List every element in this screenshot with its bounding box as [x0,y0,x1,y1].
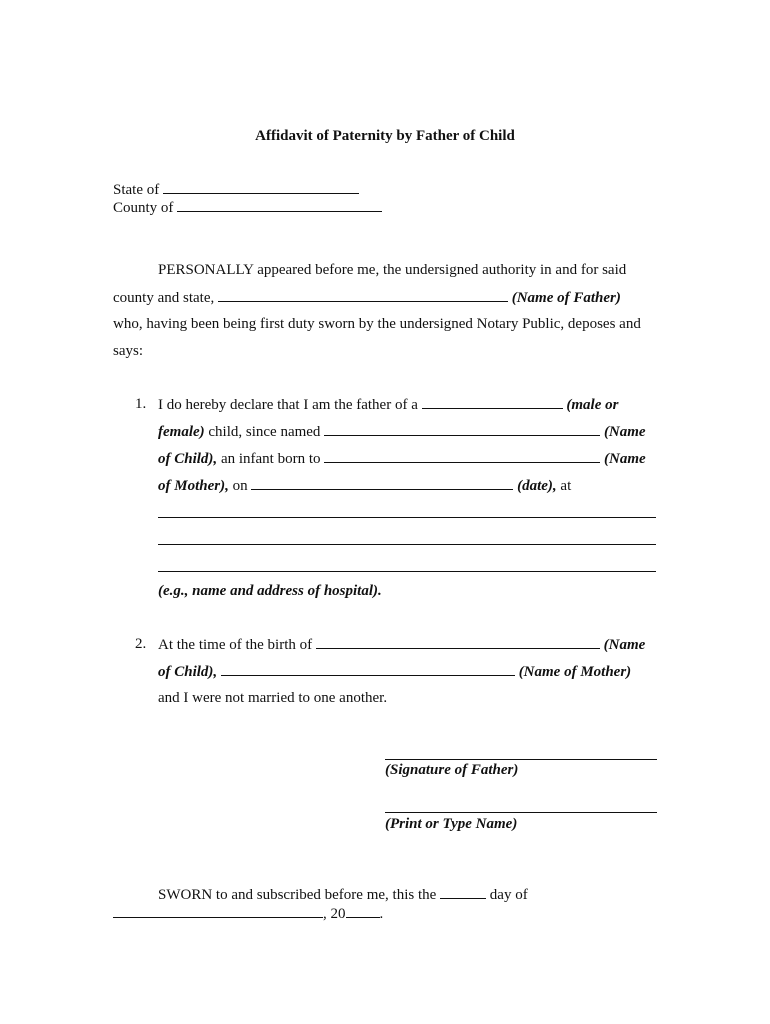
sworn-day-label: day of [489,887,528,903]
birth-date-blank[interactable] [251,476,513,490]
item2-bold-2: of Child), [158,664,218,680]
sworn-year-suffix: . [379,906,384,922]
item1-line-4 [158,476,571,495]
sworn-year-blank[interactable] [346,904,380,918]
sworn-month-blank[interactable] [113,904,323,918]
father-name-label: (Name of Father) [511,290,621,306]
hospital-line-3[interactable] [158,571,656,572]
sworn-text: SWORN to and subscribed before me, this the [158,887,437,903]
intro-line-4: says: [113,343,143,359]
sworn-line [158,885,528,904]
item2-line-1 [158,635,645,654]
sworn-day-blank[interactable] [440,885,486,899]
item2-mother-name-blank[interactable] [221,662,515,676]
child-name-label: (Name [603,424,646,440]
item1-line-2 [158,422,646,441]
item1-bold-2: female) [158,424,205,440]
sworn-year-prefix: , 20 [323,906,346,922]
item1-end-4: at [560,478,572,494]
county-label: County of [113,200,174,216]
mother-name-blank[interactable] [324,449,600,463]
item1-text-2: child, since named [208,424,321,440]
county-blank[interactable] [177,198,382,212]
county-line [113,198,382,217]
item2-child-name-blank[interactable] [316,635,600,649]
child-name-blank[interactable] [324,422,600,436]
item1-bold-4: of Mother), [158,478,229,494]
item1-bold-3: of Child), [158,451,218,467]
print-name-label: (Print or Type Name) [385,816,518,832]
item2-line-2 [158,662,631,681]
state-line [113,180,359,199]
birth-date-label: (date), [517,478,557,494]
document-title: Affidavit of Paternity by Father of Child [255,128,515,144]
item1-number: 1. [135,396,147,412]
sworn-date-line [113,904,383,923]
state-blank[interactable] [163,180,359,194]
item2-number: 2. [135,636,147,652]
mother-name-label: (Name [604,451,646,467]
intro-line-2-prefix: county and state, [113,290,215,306]
item1-line-1 [158,395,618,414]
father-name-blank[interactable] [218,288,508,302]
gender-blank[interactable] [422,395,563,409]
item2-line-3: and I were not married to one another. [158,690,388,706]
intro-line-3: who, having been being first duty sworn by the undersigned Notary Public, deposes and [113,316,641,332]
hospital-line-2[interactable] [158,544,656,545]
hospital-hint: (e.g., name and address of hospital). [158,583,382,599]
intro-line-2 [113,288,621,307]
item1-text-4: on [232,478,248,494]
father-signature-line[interactable] [385,759,657,760]
gender-label: (male or [566,397,619,413]
item1-line-3 [158,449,646,468]
item1-text-3: an infant born to [220,451,321,467]
hospital-line-1[interactable] [158,517,656,518]
item1-text-1: I do hereby declare that I am the father of a [158,397,418,413]
intro-line-1: PERSONALLY appeared before me, the undersigned authority in and for said [158,262,627,278]
father-signature-label: (Signature of Father) [385,762,519,778]
item2-text-1: At the time of the birth of [158,637,313,653]
state-label: State of [113,182,160,198]
item2-mother-name-label: (Name of Mother) [518,664,632,680]
item2-child-name-label: (Name [603,637,646,653]
print-name-line[interactable] [385,812,657,813]
